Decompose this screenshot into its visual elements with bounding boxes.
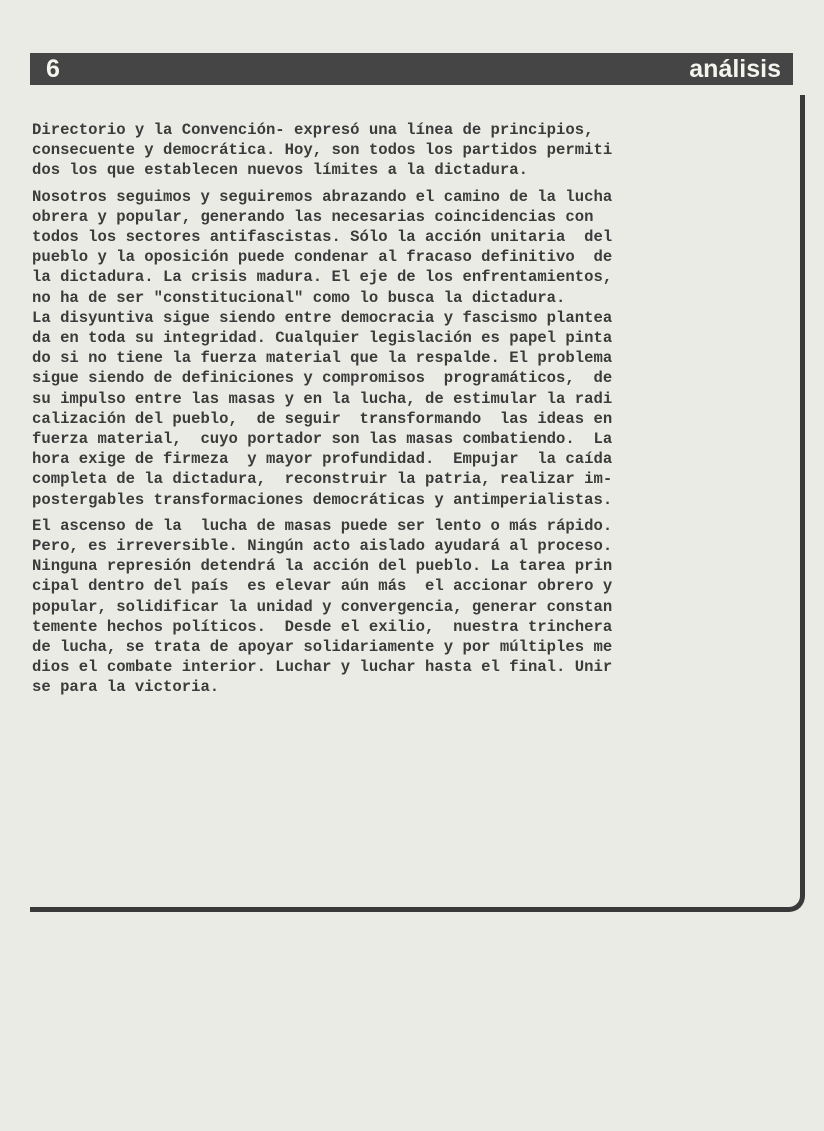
text-line: Ninguna represión detendrá la acción del pueblo. La tarea prin (32, 557, 613, 576)
paragraph-3 (32, 516, 767, 698)
text-line: pueblo y la oposición puede condenar al fracaso definitivo de (32, 248, 613, 267)
text-line: Pero, es irreversible. Ningún acto aislado ayudará al proceso. (32, 537, 613, 556)
paragraph-2 (32, 187, 767, 510)
section-title: análisis (689, 55, 781, 83)
text-line: calización del pueblo, de seguir transformando las ideas en (32, 409, 613, 428)
page-number: 6 (46, 55, 60, 83)
text-line: no ha de ser "constitucional" como lo busca la dictadura. (32, 288, 566, 307)
text-line: postergables transformaciones democráticas y antimperialistas. (32, 490, 613, 509)
text-line: la dictadura. La crisis madura. El eje de los enfrentamientos, (32, 268, 613, 287)
text-line: La disyuntiva sigue siendo entre democracia y fascismo plantea (32, 308, 613, 327)
text-line: Directorio y la Convención- expresó una línea de principios, (32, 121, 594, 139)
text-line: obrera y popular, generando las necesarias coincidencias con (32, 207, 594, 226)
text-line: popular, solidificar la unidad y convergencia, generar constan (32, 597, 613, 616)
text-line: dos los que establecen nuevos límites a la dictadura. (32, 161, 528, 180)
text-line: sigue siendo de definiciones y compromisos programáticos, de (32, 369, 613, 388)
text-line: todos los sectores antifascistas. Sólo la acción unitaria del (32, 228, 613, 247)
text-line: hora exige de firmeza y mayor profundidad. Empujar la caída (32, 450, 613, 469)
text-line: se para la victoria. (32, 678, 220, 697)
text-line: do si no tiene la fuerza material que la respalde. El problema (32, 349, 613, 368)
article-body (32, 120, 767, 704)
text-line: su impulso entre las masas y en la lucha, de estimular la radi (32, 389, 613, 408)
text-line: de lucha, se trata de apoyar solidariamente y por múltiples me (32, 638, 613, 657)
paragraph-1 (32, 120, 767, 181)
text-line: completa de la dictadura, reconstruir la patria, realizar im- (32, 470, 613, 489)
text-line: cipal dentro del país es elevar aún más el accionar obrero y (32, 577, 613, 596)
text-line: consecuente y democrática. Hoy, son todos los partidos permiti (32, 141, 613, 160)
text-line: dios el combate interior. Luchar y luchar hasta el final. Unir (32, 658, 613, 677)
text-line: da en toda su integridad. Cualquier legislación es papel pinta (32, 329, 613, 348)
text-line: fuerza material, cuyo portador son las masas combatiendo. La (32, 430, 613, 449)
text-line: El ascenso de la lucha de masas puede ser lento o más rápido. (32, 516, 613, 535)
text-line: temente hechos políticos. Desde el exilio, nuestra trinchera (32, 617, 613, 636)
text-line: Nosotros seguimos y seguiremos abrazando el camino de la lucha (32, 187, 613, 206)
page-header-bar (30, 53, 793, 85)
